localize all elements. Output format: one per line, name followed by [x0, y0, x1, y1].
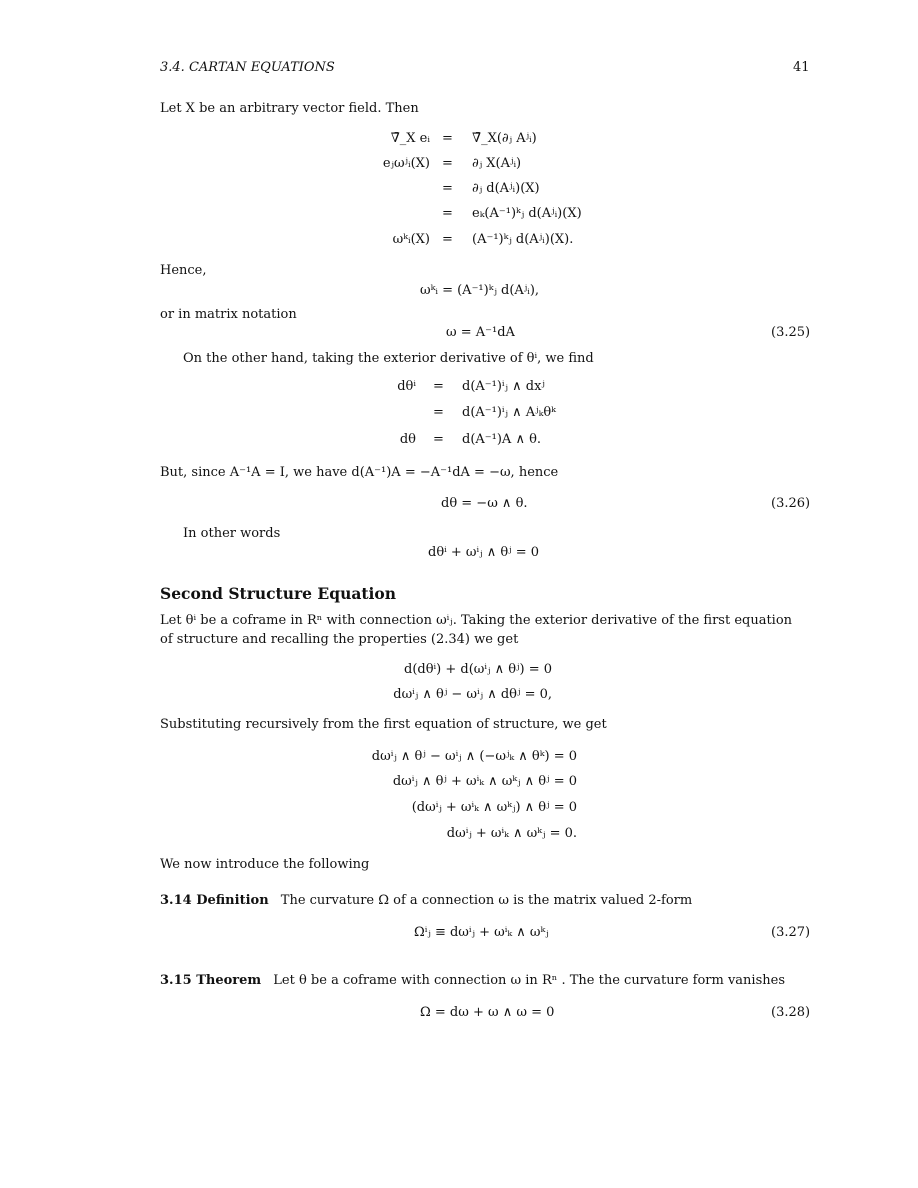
eqA5-rhs: (A⁻¹)ᵏⱼ d(Aʲᵢ)(X).: [472, 232, 574, 247]
eqA4-rhs: eₖ(A⁻¹)ᵏⱼ d(Aʲᵢ)(X): [472, 206, 582, 221]
equation-3-28: Ω = dω + ω ∧ ω = 0: [420, 1005, 555, 1020]
eqB3-rhs: d(A⁻¹)A ∧ θ.: [462, 432, 542, 447]
intro-text: Let X be an arbitrary vector field. Then: [160, 101, 419, 116]
eqB3-lhs: dθ: [399, 432, 416, 447]
eqA-equals: =: [442, 131, 453, 146]
omega-ki-equation: ωᵏᵢ = (A⁻¹)ᵏⱼ d(Aʲᵢ),: [420, 283, 540, 298]
section-title: Second Structure Equation: [160, 584, 397, 603]
eqA-equals: =: [442, 206, 453, 221]
eqB1-lhs: dθⁱ: [397, 379, 416, 394]
equation-number-3-27: (3.27): [771, 925, 811, 940]
eqB-equals: =: [433, 405, 444, 420]
other-hand-text: On the other hand, taking the exterior derivative of θⁱ, we find: [183, 351, 594, 366]
equation-3-25: ω = A⁻¹dA: [446, 325, 515, 340]
eqC1: d(dθⁱ) + d(ωⁱⱼ ∧ θʲ) = 0: [404, 662, 552, 677]
matrix-notation-text: or in matrix notation: [160, 307, 297, 322]
eqA-equals: =: [442, 156, 453, 171]
but-since-text: But, since A⁻¹A = I, we have d(A⁻¹)A = −A⁻¹dA = −ω, hence: [160, 465, 559, 480]
eqA2-lhs: eⱼωʲᵢ(X): [382, 156, 430, 171]
equation-number-3-25: (3.25): [771, 325, 811, 340]
equation-number-3-28: (3.28): [771, 1005, 811, 1020]
eqD1: dωⁱⱼ ∧ θʲ − ωⁱⱼ ∧ (−ωʲₖ ∧ θᵏ) = 0: [371, 749, 577, 764]
eqB-equals: =: [433, 379, 444, 394]
eqD2: dωⁱⱼ ∧ θʲ + ωⁱₖ ∧ ωᵏⱼ ∧ θʲ = 0: [392, 774, 577, 789]
eqB1-rhs: d(A⁻¹)ⁱⱼ ∧ dxʲ: [462, 379, 545, 394]
eqA1-lhs: ∇̄_X eᵢ: [390, 131, 430, 146]
substituting-text: Substituting recursively from the first equation of structure, we get: [160, 717, 607, 732]
page-number: 41: [793, 60, 810, 75]
theorem-text: Let θ be a coframe with connection ω in Rⁿ . The the curvature form vanishes: [273, 973, 785, 988]
hence-text: Hence,: [160, 263, 207, 278]
definition-label: 3.14 Definition: [160, 893, 269, 908]
eqB2-rhs: d(A⁻¹)ⁱⱼ ∧ Aʲₖθᵏ: [462, 405, 556, 420]
eqA-equals: =: [442, 232, 453, 247]
equation-3-27: Ωⁱⱼ ≡ dωⁱⱼ + ωⁱₖ ∧ ωᵏⱼ: [414, 925, 549, 940]
theorem-block: [160, 974, 785, 987]
definition-text: The curvature Ω of a connection ω is the matrix valued 2-form: [280, 893, 693, 908]
eqD4: dωⁱⱼ + ωⁱₖ ∧ ωᵏⱼ = 0.: [446, 826, 577, 841]
coframe-text-line1: Let θⁱ be a coframe in Rⁿ with connection ωⁱⱼ. Taking the exterior derivative of the first equation: [160, 613, 793, 628]
equation-3-26: dθ = −ω ∧ θ.: [441, 496, 528, 511]
eqB-equals: =: [433, 432, 444, 447]
definition-block: [160, 894, 692, 907]
eqD3: (dωⁱⱼ + ωⁱₖ ∧ ωᵏⱼ) ∧ θʲ = 0: [411, 800, 577, 815]
equation-number-3-26: (3.26): [771, 496, 811, 511]
coframe-text-line2: of structure and recalling the properties (2.34) we get: [160, 632, 519, 647]
eqC2: dωⁱⱼ ∧ θʲ − ωⁱⱼ ∧ dθʲ = 0,: [393, 687, 552, 702]
theorem-label: 3.15 Theorem: [160, 973, 262, 988]
running-header: 3.4. CARTAN EQUATIONS: [160, 60, 335, 75]
eqA3-rhs: ∂ⱼ d(Aʲᵢ)(X): [472, 181, 540, 196]
first-structure-equation: dθⁱ + ωⁱⱼ ∧ θʲ = 0: [428, 545, 540, 560]
eqA2-rhs: ∂ⱼ X(Aʲᵢ): [472, 156, 522, 171]
in-other-words-text: In other words: [183, 526, 281, 541]
eqA-equals: =: [442, 181, 453, 196]
eqA1-rhs: ∇̄_X(∂ⱼ Aʲᵢ): [472, 131, 537, 146]
introduce-text: We now introduce the following: [160, 857, 370, 872]
eqA5-lhs: ωᵏᵢ(X): [392, 232, 430, 247]
